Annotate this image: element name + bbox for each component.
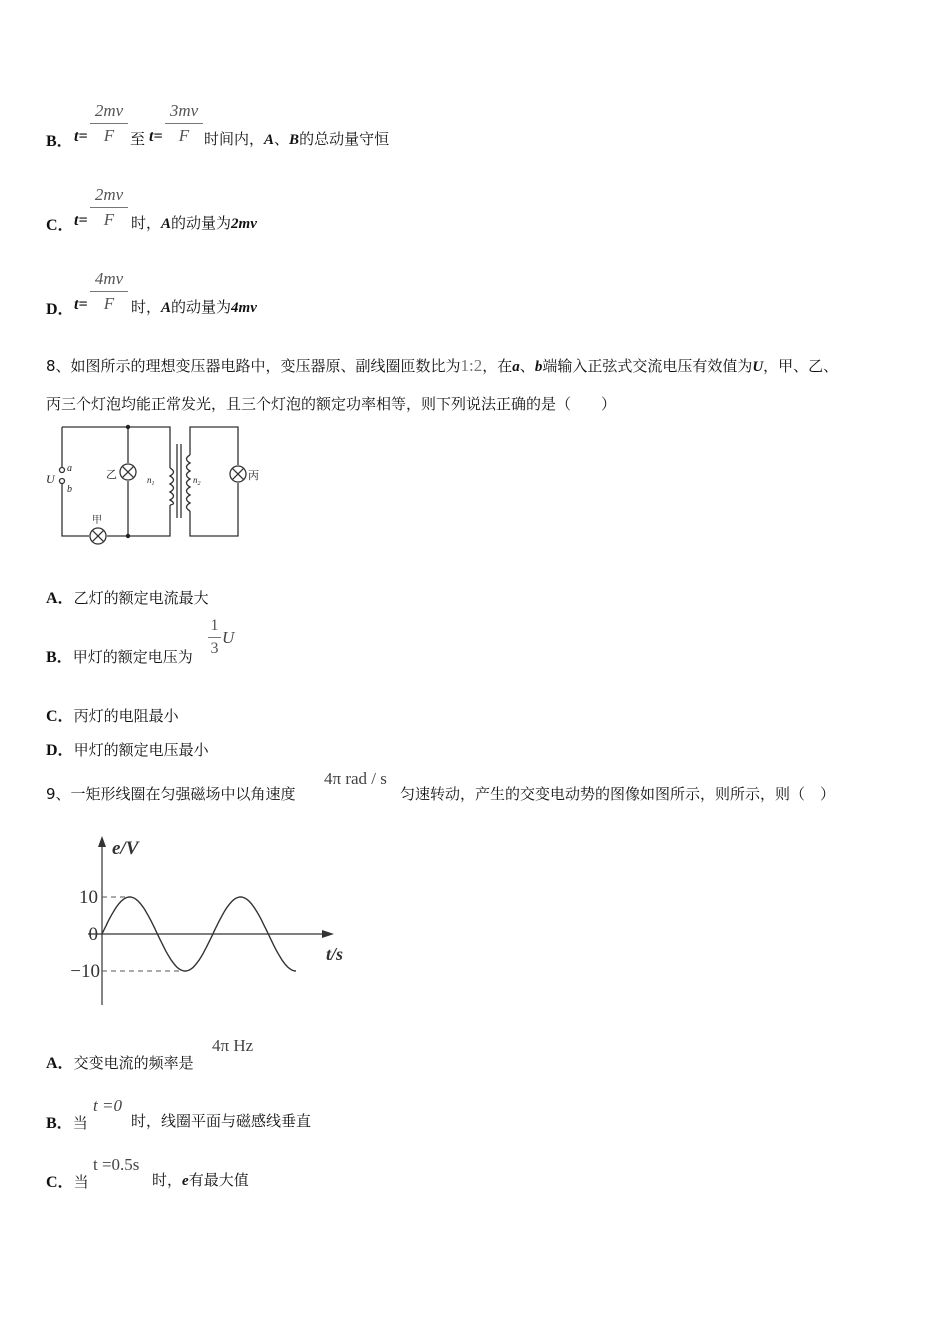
option-text: 丙灯的电阻最小 [73, 707, 179, 725]
text: 的动量为 [171, 298, 232, 316]
var-u: U [752, 359, 764, 375]
q8-circuit-diagram [44, 422, 274, 548]
y-axis-arrow-icon [98, 836, 106, 847]
fraction-denominator: F [103, 294, 115, 313]
q7-option-c-fraction [90, 185, 128, 230]
var-b: b [534, 359, 543, 375]
option-label: C． [46, 1174, 74, 1191]
y-tick-label: 10 [79, 887, 98, 908]
q9-option-c [46, 1169, 89, 1192]
q8-stem-line-1 [46, 355, 838, 376]
label-bing: 丙 [248, 469, 259, 482]
var-a: A [161, 216, 172, 232]
text: 端输入正弦式交流电压有效值为 [542, 357, 753, 375]
option-label: B． [46, 649, 73, 666]
q9-option-b-text: 时，线圈平面与磁感线垂直 [131, 1112, 312, 1130]
q7-option-d-t: t= [74, 296, 88, 313]
y-tick-label: 0 [88, 924, 98, 945]
label-n1: $n_1$ [147, 475, 155, 487]
q7-option-b-t2: t= [149, 128, 163, 145]
option-label: B． [46, 1115, 73, 1132]
fraction-numerator: 4mv [94, 269, 124, 288]
q8-option-a [46, 585, 209, 608]
option-text: 甲灯的额定电压为 [72, 648, 193, 666]
sep: 、 [519, 357, 535, 375]
fraction-denominator: F [103, 210, 115, 229]
text: ，甲、乙、 [763, 357, 839, 375]
fraction-bar [90, 123, 128, 124]
x-axis-arrow-icon [322, 930, 334, 938]
text: 8、如图所示的理想变压器电路中，变压器原、副线圈匝数比为 [46, 357, 461, 375]
option-label: C． [46, 708, 74, 725]
label-n2: $n_2$ [193, 475, 201, 487]
fraction-numerator: 1 [210, 617, 219, 634]
q8-stem-line-2: 丙三个灯泡均能正常发光，且三个灯泡的额定功率相等，则下列说法正确的是（ ） [46, 395, 617, 413]
q8-option-b-var: U [222, 628, 235, 647]
q7-option-c-label: C． [46, 217, 74, 234]
q7-option-c-text [131, 212, 257, 233]
q7-option-d-fraction [90, 269, 128, 314]
var-e: e [182, 1173, 189, 1189]
fraction-bar [90, 207, 128, 208]
wire [190, 483, 238, 536]
q8-option-c [46, 703, 179, 726]
text: 时， [131, 298, 162, 316]
fraction-bar [90, 291, 128, 292]
value: 4mv [231, 300, 257, 316]
option-text: 甲灯的额定电压最小 [73, 741, 209, 759]
var-a: a [512, 359, 520, 375]
q7-option-c-t: t= [74, 212, 88, 229]
q9-option-c-math: t =0.5s [93, 1155, 140, 1174]
label-b: b [67, 484, 72, 495]
var-b: B [289, 132, 300, 148]
option-pre: 当 [73, 1173, 89, 1191]
text: 时， [152, 1171, 183, 1189]
wire [107, 505, 170, 536]
label-u: U [46, 472, 55, 486]
terminal-a-icon [60, 468, 65, 473]
primary-coil [170, 468, 174, 505]
option-text: 乙灯的额定电流最大 [73, 589, 209, 607]
q7-option-d-text [131, 296, 257, 317]
secondary-coil [187, 455, 191, 511]
terminal-b-icon [60, 479, 65, 484]
q9-stem-a: 9、一矩形线圈在匀强磁场中以角速度 [46, 785, 296, 803]
option-text: 交变电流的频率是 [73, 1054, 194, 1072]
ratio: 1:2 [460, 356, 483, 375]
q7-option-d-label: D． [46, 301, 74, 318]
q9-omega: 4π rad / s [324, 769, 387, 788]
q9-option-b-math: t =0 [93, 1096, 122, 1115]
option-label: D． [46, 742, 74, 759]
q7-option-b-t1: t= [74, 128, 88, 145]
fraction-numerator: 3mv [169, 101, 199, 120]
q9-option-c-text [152, 1169, 249, 1190]
q8-option-b-fraction [208, 617, 221, 658]
wire [62, 427, 170, 468]
wire [190, 427, 238, 465]
label-jia: 甲 [92, 515, 102, 526]
fraction-bar [165, 123, 203, 124]
q9-emf-chart [58, 830, 358, 1010]
q9-option-a-math: 4π Hz [212, 1036, 254, 1055]
q9-stem-b: 匀速转动，产生的交变电动势的图像如图所示，则所示，则（ ） [400, 785, 836, 803]
fraction-denominator: F [178, 126, 190, 145]
var-a: A [161, 300, 172, 316]
junction-dot [126, 534, 130, 538]
text: 时间内， [204, 130, 265, 148]
fraction-numerator: 2mv [94, 185, 124, 204]
q7-option-b-text [204, 128, 389, 149]
text: 的动量为 [171, 214, 232, 232]
text: ，在 [482, 357, 513, 375]
q9-option-b [46, 1110, 88, 1133]
fraction-bar [208, 637, 221, 638]
label-yi: 乙 [106, 468, 117, 481]
fraction-denominator: F [103, 126, 115, 145]
y-tick-label: −10 [70, 961, 100, 982]
var-a: A [264, 132, 275, 148]
y-axis-label: e/V [112, 838, 139, 859]
text: 的总动量守恒 [299, 130, 390, 148]
option-label: A． [46, 590, 74, 607]
q7-option-b-mid: 至 [130, 130, 146, 148]
q7-option-b-label: B． [46, 133, 73, 150]
text: 时， [131, 214, 162, 232]
fraction-numerator: 2mv [94, 101, 124, 120]
text: 有最大值 [188, 1171, 249, 1189]
q9-option-a [46, 1050, 194, 1073]
q7-option-b-fraction-1 [90, 101, 128, 146]
q8-option-d [46, 737, 209, 760]
label-a: a [67, 463, 72, 474]
fraction-denominator: 3 [210, 640, 219, 657]
option-pre: 当 [72, 1114, 88, 1132]
value: 2mv [231, 216, 257, 232]
x-axis-label: t/s [326, 944, 344, 964]
junction-dot [126, 425, 130, 429]
q8-option-b [46, 644, 193, 667]
q7-option-b-fraction-2 [165, 101, 203, 146]
sep: 、 [274, 130, 290, 148]
option-label: A． [46, 1055, 74, 1072]
